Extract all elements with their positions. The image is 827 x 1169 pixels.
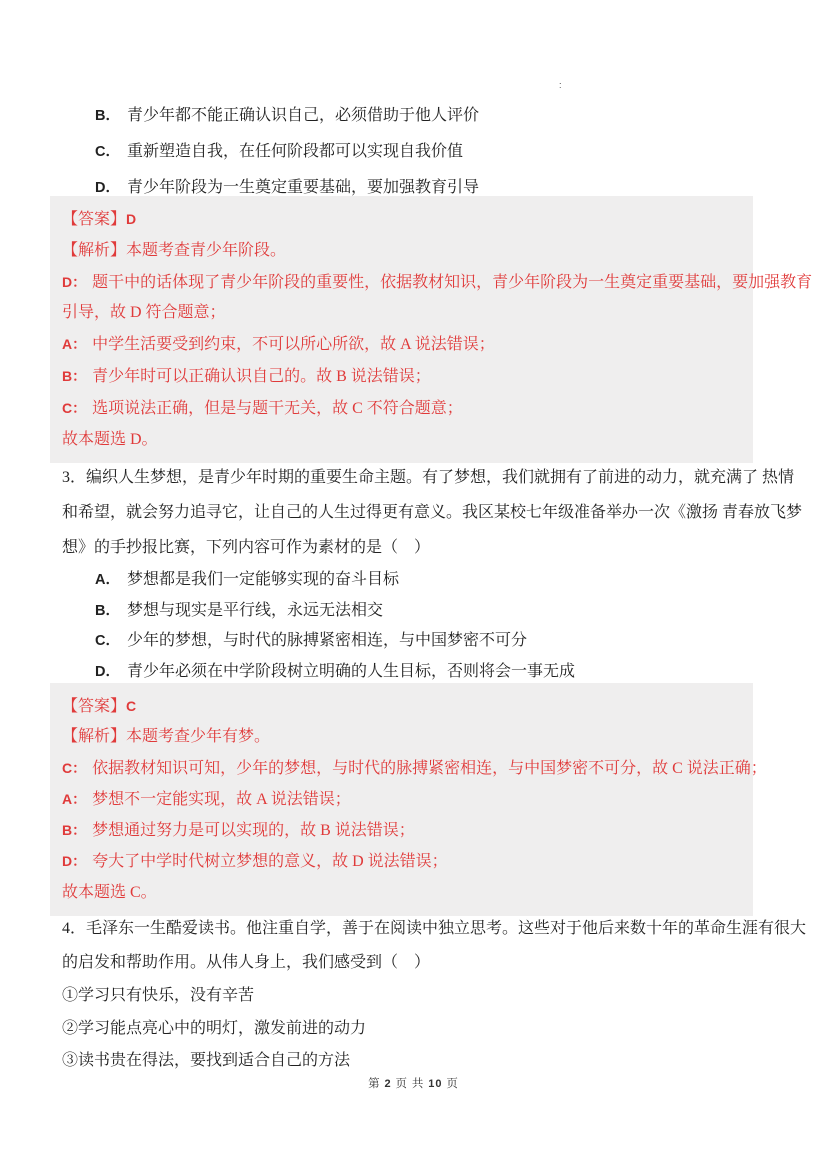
answer-block-q3 [50, 683, 767, 916]
explanation-label: C： [62, 759, 87, 776]
explanation-text: 中学生活要受到约束，不可以所心所欲，故 A 说法错误； [92, 336, 495, 354]
explanation-text: 梦想不一定能实现，故 A 说法错误； [92, 790, 351, 808]
list-item: ③读书贵在得法，要找到适合自己的方法 [62, 1052, 351, 1069]
option-letter: D． [95, 180, 120, 196]
question-3-options [95, 565, 802, 687]
conclusion-text: 故本题选 C。 [62, 883, 157, 901]
explanation-label: B： [62, 822, 87, 839]
option-text: 梦想都是我们一定能够实现的奋斗目标 [126, 571, 399, 588]
question-stem-line: 想》的手抄报比赛，下列内容可作为素材的是（ ） [62, 539, 431, 556]
explanation-label: D： [62, 853, 87, 870]
explanation-line [62, 784, 743, 815]
list-item: ①学习只有快乐，没有辛苦 [62, 987, 255, 1004]
conclusion-line [62, 425, 743, 456]
question-4 [62, 912, 806, 1078]
explanation-label: D： [62, 273, 87, 290]
conclusion-line [62, 878, 743, 908]
answer-value: C [126, 698, 137, 714]
option-letter: C． [95, 144, 120, 160]
explanation-label: C： [62, 399, 87, 416]
explanation-text: 引导，故 D 符合题意； [62, 304, 226, 322]
analysis-text: 本题考查青少年阶段。 [126, 241, 287, 259]
option-letter: B． [95, 602, 120, 619]
explanation-line [62, 393, 743, 425]
option-text: 青少年必须在中学阶段树立明确的人生目标，否则将会一事无成 [126, 662, 575, 680]
option-row [95, 98, 479, 134]
option-letter: C． [95, 633, 120, 649]
answer-label: 【答案】 [62, 211, 127, 228]
option-text: 青少年阶段为一生奠定重要基础，要加强教育引导 [126, 179, 479, 196]
answer-label: 【答案】 [62, 698, 127, 715]
option-row [95, 596, 802, 627]
explanation-text: 题干中的话体现了青少年阶段的重要性，依据教材知识，青少年阶段为一生奠定重要基础，要加强教育 [92, 273, 813, 291]
explanation-line [62, 329, 743, 361]
footer-text: 页 共 [391, 1078, 429, 1090]
explanation-line [62, 298, 743, 329]
explanation-line [62, 361, 743, 393]
option-text: 青少年都不能正确认识自己，必须借助于他人评价 [126, 107, 479, 124]
option-row [95, 565, 802, 596]
explanation-text: 青少年时可以正确认识自己的。故 B 说法错误； [92, 367, 431, 385]
option-text: 少年的梦想，与时代的脉搏紧密相连，与中国梦密不可分 [126, 632, 527, 649]
analysis-label: 【解析】 [62, 241, 127, 259]
footer-text: 页 [442, 1078, 459, 1090]
footer-text: 第 [368, 1078, 385, 1090]
answer-block-q2 [50, 196, 813, 463]
conclusion-text: 故本题选 D。 [62, 430, 158, 448]
explanation-text: 依据教材知识可知，少年的梦想，与时代的脉搏紧密相连，与中国梦密不可分，故 C 说法正确； [92, 759, 767, 777]
list-item: ②学习能点亮心中的明灯，激发前进的动力 [62, 1019, 367, 1037]
option-row [95, 134, 479, 170]
answer-line [62, 204, 743, 236]
question-stem-line: 的启发和帮助作用。从伟人身上，我们感受到（ ） [62, 954, 431, 971]
option-letter: D． [95, 663, 120, 680]
option-row [95, 626, 802, 657]
question-3 [62, 460, 802, 687]
explanation-line [62, 753, 767, 784]
question-stem-line: 和希望，就会努力追寻它，让自己的人生过得更有意义。我区某校七年级准备举办一次《激扬 青春放飞梦 [62, 504, 803, 521]
question-2-options [95, 98, 479, 206]
explanation-label: B： [62, 367, 87, 384]
explanation-text: 选项说法正确，但是与题干无关，故 C 不符合题意； [92, 399, 463, 417]
explanation-line [62, 815, 743, 846]
stray-mark: : [559, 80, 562, 90]
analysis-text: 本题考查少年有梦。 [126, 728, 271, 746]
current-page-number: 2 [384, 1078, 392, 1090]
option-letter: A． [95, 572, 120, 588]
explanation-text: 梦想通过努力是可以实现的，故 B 说法错误； [92, 822, 415, 840]
explanation-line [62, 846, 743, 877]
option-text: 重新塑造自我，在任何阶段都可以实现自我价值 [126, 143, 463, 160]
explanation-label: A： [62, 336, 87, 353]
option-letter: B． [95, 108, 120, 124]
analysis-line [62, 236, 743, 267]
option-text: 梦想与现实是平行线，永远无法相交 [126, 601, 383, 619]
page-footer [0, 1075, 827, 1091]
question-stem-line: 3．编织人生梦想，是青少年时期的重要生命主题。有了梦想，我们就拥有了前进的动力，就充满了 热情 [62, 469, 795, 486]
question-stem-line: 4．毛泽东一生酷爱读书。他注重自学，善于在阅读中独立思考。这些对于他后来数十年的革命生涯有很大 [62, 920, 807, 937]
explanation-text: 夸大了中学时代树立梦想的意义，故 D 说法错误； [92, 853, 448, 871]
total-page-number: 10 [428, 1078, 443, 1090]
answer-value: D [126, 211, 137, 227]
answer-line [62, 691, 743, 722]
explanation-label: A： [62, 790, 87, 807]
analysis-label: 【解析】 [62, 728, 127, 746]
explanation-line [62, 267, 813, 299]
analysis-line [62, 722, 743, 752]
